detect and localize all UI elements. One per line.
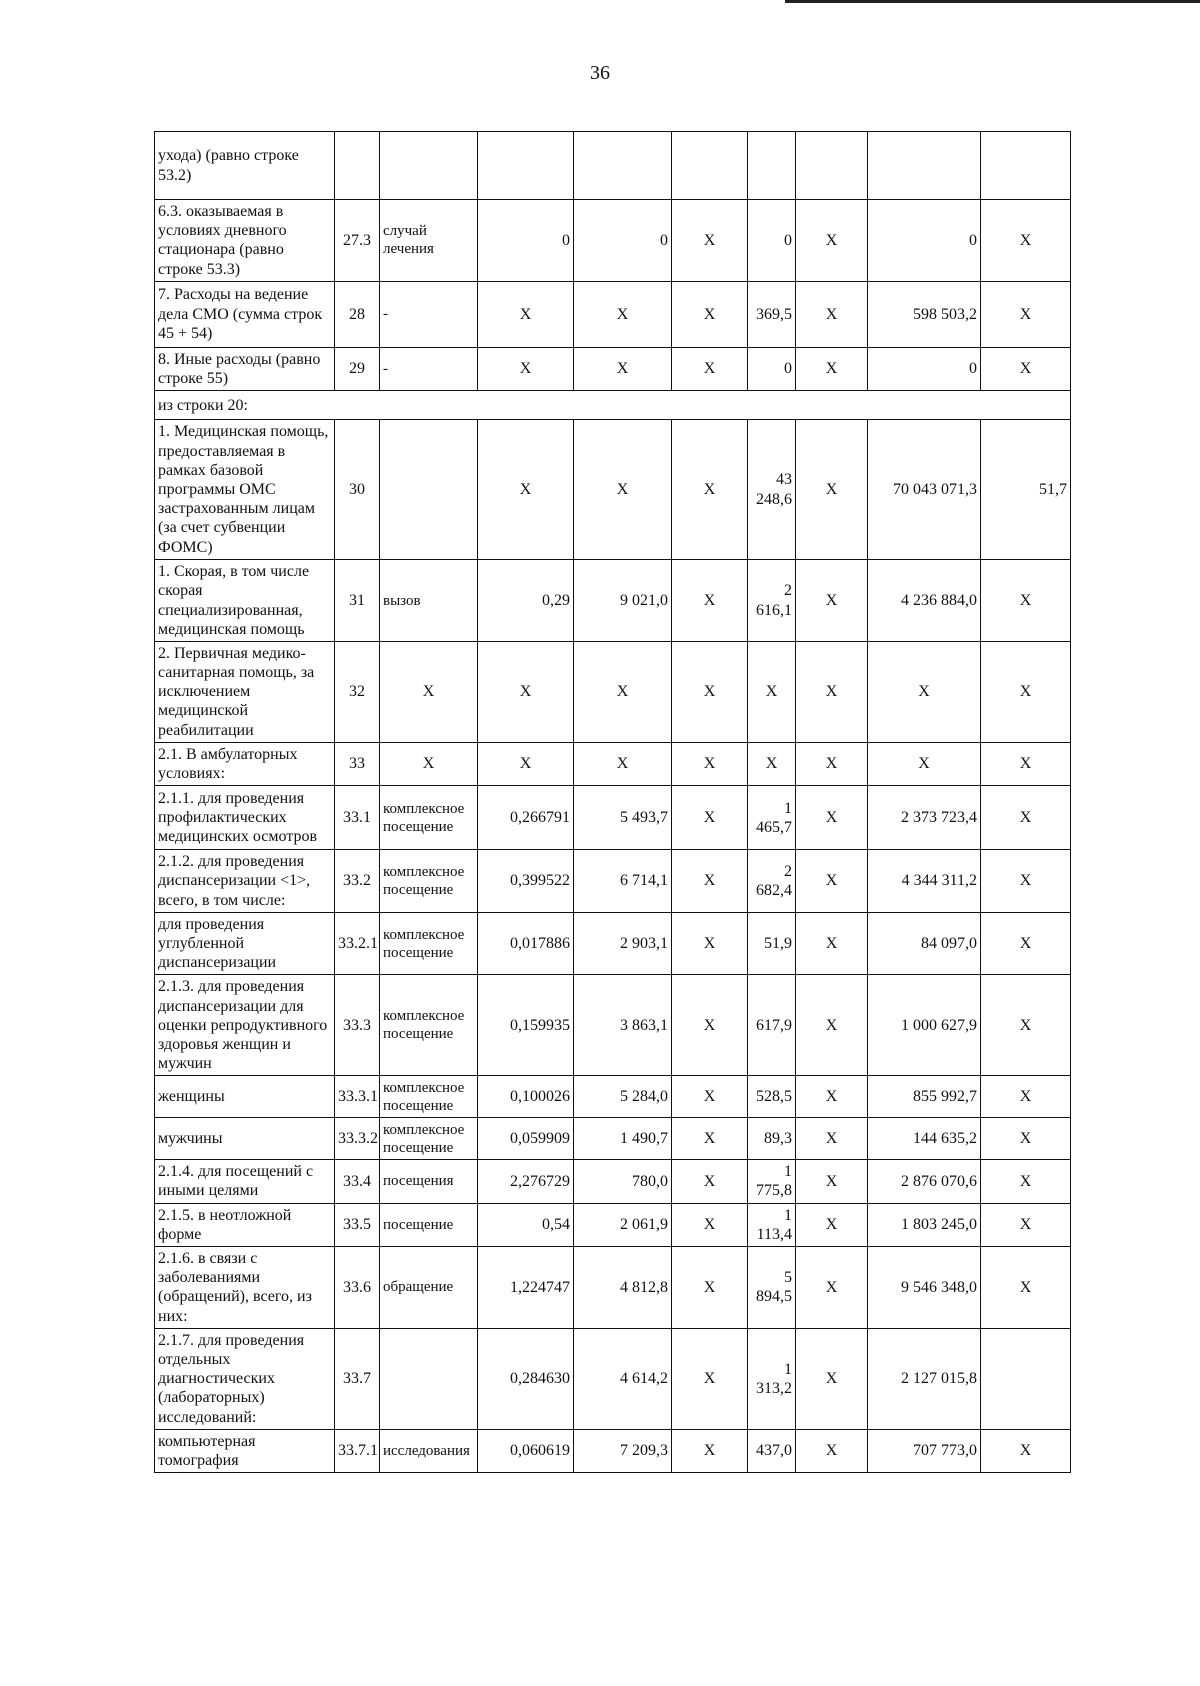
row-name: компьютерная томография <box>155 1429 335 1472</box>
value-cell-c2: 4 614,2 <box>574 1328 672 1429</box>
value-cell-c2: 2 903,1 <box>574 912 672 975</box>
value-cell-c5: X <box>796 420 868 560</box>
value-cell-c5: X <box>796 1203 868 1246</box>
value-cell-c7 <box>981 1328 1071 1429</box>
row-code: 29 <box>335 347 380 390</box>
financing-table <box>154 131 1071 1473</box>
row-code: 33.7 <box>335 1328 380 1429</box>
value-cell-c1: 1,224747 <box>478 1247 574 1329</box>
value-cell-c3: X <box>672 912 748 975</box>
row-unit: - <box>380 347 478 390</box>
row-name: женщины <box>155 1076 335 1118</box>
value-cell-c7: X <box>981 1118 1071 1160</box>
value-cell-c5: X <box>796 1429 868 1472</box>
value-cell-c4: 51,9 <box>748 912 796 975</box>
value-cell-c7: X <box>981 641 1071 742</box>
value-cell-c2 <box>574 132 672 200</box>
value-cell-c6: 4 236 884,0 <box>868 560 981 642</box>
value-cell-c6: 9 546 348,0 <box>868 1247 981 1329</box>
section-note: из строки 20: <box>155 391 1071 420</box>
table-row <box>155 1247 1071 1329</box>
value-cell-c1: 0,266791 <box>478 786 574 850</box>
value-cell-c7: X <box>981 200 1071 282</box>
value-cell-c7: X <box>981 912 1071 975</box>
value-cell-c1 <box>478 132 574 200</box>
table-row <box>155 786 1071 850</box>
value-cell-c6: 0 <box>868 200 981 282</box>
value-cell-c3: X <box>672 420 748 560</box>
value-cell-c5: X <box>796 281 868 347</box>
row-name: 2.1.3. для проведения диспансеризации для оценки репродуктивного здоровья женщин и мужчин <box>155 975 335 1076</box>
value-cell-c7: 51,7 <box>981 420 1071 560</box>
value-cell-c1: 2,276729 <box>478 1160 574 1203</box>
value-cell-c3: X <box>672 641 748 742</box>
row-unit: посещения <box>380 1160 478 1203</box>
value-cell-c2: X <box>574 420 672 560</box>
value-cell-c4: 2 682,4 <box>748 850 796 913</box>
row-name: 2.1.7. для проведения отдельных диагностических (лабораторных) исследований: <box>155 1328 335 1429</box>
row-code: 28 <box>335 281 380 347</box>
table-row <box>155 560 1071 642</box>
value-cell-c1: X <box>478 742 574 785</box>
value-cell-c6: 2 127 015,8 <box>868 1328 981 1429</box>
table-row <box>155 641 1071 742</box>
value-cell-c2: 2 061,9 <box>574 1203 672 1246</box>
value-cell-c3: X <box>672 742 748 785</box>
value-cell-c5: X <box>796 1247 868 1329</box>
row-code: 33.7.1 <box>335 1429 380 1472</box>
value-cell-c4: 369,5 <box>748 281 796 347</box>
table-row <box>155 1076 1071 1118</box>
value-cell-c4 <box>748 132 796 200</box>
value-cell-c5: X <box>796 975 868 1076</box>
table-row <box>155 850 1071 913</box>
value-cell-c7: X <box>981 1160 1071 1203</box>
value-cell-c6: 855 992,7 <box>868 1076 981 1118</box>
row-unit: исследования <box>380 1429 478 1472</box>
value-cell-c7: X <box>981 281 1071 347</box>
table-row <box>155 1429 1071 1472</box>
row-name: 1. Скорая, в том числе скорая специализированная, медицинская помощь <box>155 560 335 642</box>
value-cell-c6: 70 043 071,3 <box>868 420 981 560</box>
value-cell-c7: X <box>981 1203 1071 1246</box>
row-code: 32 <box>335 641 380 742</box>
value-cell-c3: X <box>672 1429 748 1472</box>
value-cell-c3: X <box>672 1328 748 1429</box>
value-cell-c1: X <box>478 281 574 347</box>
value-cell-c7: X <box>981 975 1071 1076</box>
value-cell-c4: 1 465,7 <box>748 786 796 850</box>
value-cell-c4: 1 775,8 <box>748 1160 796 1203</box>
row-unit: - <box>380 281 478 347</box>
value-cell-c5: X <box>796 850 868 913</box>
row-code: 33.6 <box>335 1247 380 1329</box>
row-name: 2.1.6. в связи с заболеваниями (обращений), всего, из них: <box>155 1247 335 1329</box>
value-cell-c5: X <box>796 1076 868 1118</box>
row-unit: обращение <box>380 1247 478 1329</box>
value-cell-c6: 598 503,2 <box>868 281 981 347</box>
value-cell-c7 <box>981 132 1071 200</box>
row-unit <box>380 132 478 200</box>
value-cell-c4: 5 894,5 <box>748 1247 796 1329</box>
value-cell-c2: 7 209,3 <box>574 1429 672 1472</box>
row-code: 33.4 <box>335 1160 380 1203</box>
value-cell-c1: X <box>478 347 574 390</box>
table-row <box>155 1203 1071 1246</box>
value-cell-c3: X <box>672 347 748 390</box>
row-name: 8. Иные расходы (равно строке 55) <box>155 347 335 390</box>
value-cell-c7: X <box>981 742 1071 785</box>
value-cell-c2: 780,0 <box>574 1160 672 1203</box>
table-body <box>155 132 1071 1473</box>
row-unit: комплексное посещение <box>380 912 478 975</box>
page-number: 36 <box>590 62 610 84</box>
value-cell-c3: X <box>672 1076 748 1118</box>
value-cell-c2: 3 863,1 <box>574 975 672 1076</box>
row-code: 33.5 <box>335 1203 380 1246</box>
value-cell-c1: 0,060619 <box>478 1429 574 1472</box>
row-code: 33.3.1 <box>335 1076 380 1118</box>
row-unit: X <box>380 641 478 742</box>
row-unit: X <box>380 742 478 785</box>
value-cell-c7: X <box>981 560 1071 642</box>
value-cell-c4: 43 248,6 <box>748 420 796 560</box>
row-unit <box>380 420 478 560</box>
value-cell-c1: 0,284630 <box>478 1328 574 1429</box>
value-cell-c2: X <box>574 347 672 390</box>
row-code: 31 <box>335 560 380 642</box>
value-cell-c2: 9 021,0 <box>574 560 672 642</box>
row-unit: посещение <box>380 1203 478 1246</box>
table-row <box>155 347 1071 390</box>
table-row <box>155 1118 1071 1160</box>
value-cell-c6: 4 344 311,2 <box>868 850 981 913</box>
value-cell-c6: 2 373 723,4 <box>868 786 981 850</box>
row-code: 33.2.1 <box>335 912 380 975</box>
value-cell-c5: X <box>796 1328 868 1429</box>
row-name: 7. Расходы на ведение дела СМО (сумма строк 45 + 54) <box>155 281 335 347</box>
table-row <box>155 912 1071 975</box>
row-name: 2. Первичная медико-санитарная помощь, за исключением медицинской реабилитации <box>155 641 335 742</box>
table-row <box>155 200 1071 282</box>
value-cell-c1: X <box>478 420 574 560</box>
value-cell-c1: 0,017886 <box>478 912 574 975</box>
value-cell-c1: 0,399522 <box>478 850 574 913</box>
value-cell-c6: 84 097,0 <box>868 912 981 975</box>
value-cell-c3: X <box>672 975 748 1076</box>
value-cell-c3: X <box>672 786 748 850</box>
value-cell-c6: X <box>868 742 981 785</box>
value-cell-c3 <box>672 132 748 200</box>
row-unit: комплексное посещение <box>380 975 478 1076</box>
value-cell-c2: 6 714,1 <box>574 850 672 913</box>
value-cell-c5: X <box>796 641 868 742</box>
value-cell-c3: X <box>672 281 748 347</box>
value-cell-c3: X <box>672 1118 748 1160</box>
row-name: мужчины <box>155 1118 335 1160</box>
value-cell-c3: X <box>672 200 748 282</box>
value-cell-c3: X <box>672 1160 748 1203</box>
value-cell-c4: X <box>748 641 796 742</box>
value-cell-c7: X <box>981 1247 1071 1329</box>
row-unit: комплексное посещение <box>380 1118 478 1160</box>
row-name: 2.1.2. для проведения диспансеризации <1>, всего, в том числе: <box>155 850 335 913</box>
value-cell-c5: X <box>796 1160 868 1203</box>
table-row <box>155 132 1071 200</box>
value-cell-c7: X <box>981 347 1071 390</box>
row-unit: комплексное посещение <box>380 850 478 913</box>
row-name: 6.3. оказываемая в условиях дневного стационара (равно строке 53.3) <box>155 200 335 282</box>
value-cell-c1: 0,100026 <box>478 1076 574 1118</box>
value-cell-c5: X <box>796 560 868 642</box>
value-cell-c4: 1 113,4 <box>748 1203 796 1246</box>
value-cell-c1: 0,059909 <box>478 1118 574 1160</box>
value-cell-c1: 0,54 <box>478 1203 574 1246</box>
value-cell-c2: X <box>574 641 672 742</box>
row-code: 27.3 <box>335 200 380 282</box>
value-cell-c6: 2 876 070,6 <box>868 1160 981 1203</box>
row-unit: комплексное посещение <box>380 786 478 850</box>
value-cell-c4: 2 616,1 <box>748 560 796 642</box>
row-name: 2.1.1. для проведения профилактических медицинских осмотров <box>155 786 335 850</box>
row-unit: вызов <box>380 560 478 642</box>
value-cell-c1: 0,29 <box>478 560 574 642</box>
value-cell-c5: X <box>796 200 868 282</box>
table-row <box>155 1328 1071 1429</box>
table-row <box>155 281 1071 347</box>
row-unit: комплексное посещение <box>380 1076 478 1118</box>
value-cell-c2: 5 284,0 <box>574 1076 672 1118</box>
value-cell-c2: 1 490,7 <box>574 1118 672 1160</box>
value-cell-c2: 5 493,7 <box>574 786 672 850</box>
value-cell-c3: X <box>672 560 748 642</box>
scan-border-line <box>785 0 1200 3</box>
value-cell-c6 <box>868 132 981 200</box>
value-cell-c2: 4 812,8 <box>574 1247 672 1329</box>
value-cell-c7: X <box>981 1429 1071 1472</box>
value-cell-c5: X <box>796 1118 868 1160</box>
row-name: 1. Медицинская помощь, предоставляемая в рамках базовой программы ОМС застрахованным лицам (за счет субвенции ФОМС) <box>155 420 335 560</box>
value-cell-c7: X <box>981 850 1071 913</box>
table-row <box>155 391 1071 420</box>
value-cell-c4: 89,3 <box>748 1118 796 1160</box>
value-cell-c4: 1 313,2 <box>748 1328 796 1429</box>
table-row <box>155 420 1071 560</box>
value-cell-c4: 0 <box>748 347 796 390</box>
table-row <box>155 1160 1071 1203</box>
value-cell-c3: X <box>672 1247 748 1329</box>
value-cell-c5: X <box>796 912 868 975</box>
row-unit <box>380 1328 478 1429</box>
value-cell-c4: 528,5 <box>748 1076 796 1118</box>
value-cell-c1: 0,159935 <box>478 975 574 1076</box>
value-cell-c1: X <box>478 641 574 742</box>
row-code <box>335 132 380 200</box>
value-cell-c2: 0 <box>574 200 672 282</box>
row-name: для проведения углубленной диспансеризации <box>155 912 335 975</box>
value-cell-c6: X <box>868 641 981 742</box>
row-code: 33 <box>335 742 380 785</box>
row-code: 33.3 <box>335 975 380 1076</box>
value-cell-c1: 0 <box>478 200 574 282</box>
value-cell-c5: X <box>796 786 868 850</box>
row-name: ухода) (равно строке 53.2) <box>155 132 335 200</box>
row-code: 33.3.2 <box>335 1118 380 1160</box>
value-cell-c5: X <box>796 347 868 390</box>
value-cell-c4: 617,9 <box>748 975 796 1076</box>
value-cell-c3: X <box>672 850 748 913</box>
value-cell-c6: 144 635,2 <box>868 1118 981 1160</box>
value-cell-c5 <box>796 132 868 200</box>
value-cell-c4: 0 <box>748 200 796 282</box>
row-name: 2.1.5. в неотложной форме <box>155 1203 335 1246</box>
value-cell-c7: X <box>981 1076 1071 1118</box>
value-cell-c3: X <box>672 1203 748 1246</box>
value-cell-c6: 1 803 245,0 <box>868 1203 981 1246</box>
value-cell-c6: 0 <box>868 347 981 390</box>
value-cell-c2: X <box>574 281 672 347</box>
value-cell-c7: X <box>981 786 1071 850</box>
row-code: 30 <box>335 420 380 560</box>
row-code: 33.1 <box>335 786 380 850</box>
row-name: 2.1. В амбулаторных условиях: <box>155 742 335 785</box>
value-cell-c5: X <box>796 742 868 785</box>
table-row <box>155 742 1071 785</box>
row-code: 33.2 <box>335 850 380 913</box>
table-row <box>155 975 1071 1076</box>
value-cell-c4: 437,0 <box>748 1429 796 1472</box>
value-cell-c2: X <box>574 742 672 785</box>
row-unit: случай лечения <box>380 200 478 282</box>
value-cell-c4: X <box>748 742 796 785</box>
row-name: 2.1.4. для посещений с иными целями <box>155 1160 335 1203</box>
value-cell-c6: 707 773,0 <box>868 1429 981 1472</box>
value-cell-c6: 1 000 627,9 <box>868 975 981 1076</box>
